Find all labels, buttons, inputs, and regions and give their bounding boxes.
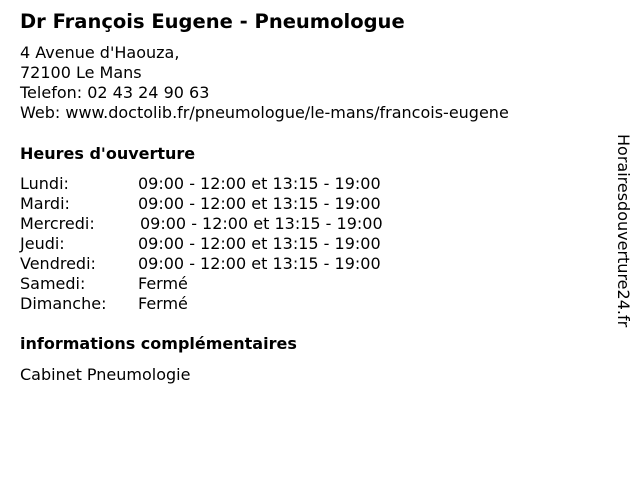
hours-value: Fermé xyxy=(138,274,188,293)
address-block xyxy=(20,43,509,123)
address-city: 72100 Le Mans xyxy=(20,63,142,82)
day-label: Jeudi: xyxy=(20,234,65,253)
day-label: Mardi: xyxy=(20,194,70,213)
address-street: 4 Avenue d'Haouza, xyxy=(20,43,180,62)
hours-value: 09:00 - 12:00 et 13:15 - 19:00 xyxy=(138,194,381,213)
info-heading: informations complémentaires xyxy=(20,334,297,353)
hours-value: 09:00 - 12:00 et 13:15 - 19:00 xyxy=(138,254,381,273)
hours-value: 09:00 - 12:00 et 13:15 - 19:00 xyxy=(138,234,381,253)
day-label: Dimanche: xyxy=(20,294,107,313)
hours-value: 09:00 - 12:00 et 13:15 - 19:00 xyxy=(138,174,381,193)
hours-heading: Heures d'ouverture xyxy=(20,144,196,163)
page-title: Dr François Eugene - Pneumologue xyxy=(20,10,405,33)
phone-number: Telefon: 02 43 24 90 63 xyxy=(20,83,210,102)
day-label: Samedi: xyxy=(20,274,86,293)
info-text: Cabinet Pneumologie xyxy=(20,365,191,384)
website-url: Web: www.doctolib.fr/pneumologue/le-mans/francois-eugene xyxy=(20,103,509,122)
hours-value: Fermé xyxy=(138,294,188,313)
day-label: Lundi: xyxy=(20,174,69,193)
site-watermark: Horairesdouverture24.fr xyxy=(614,134,633,328)
day-label: Vendredi: xyxy=(20,254,96,273)
day-label: Mercredi: xyxy=(20,214,95,233)
hours-value: 09:00 - 12:00 et 13:15 - 19:00 xyxy=(140,214,383,233)
